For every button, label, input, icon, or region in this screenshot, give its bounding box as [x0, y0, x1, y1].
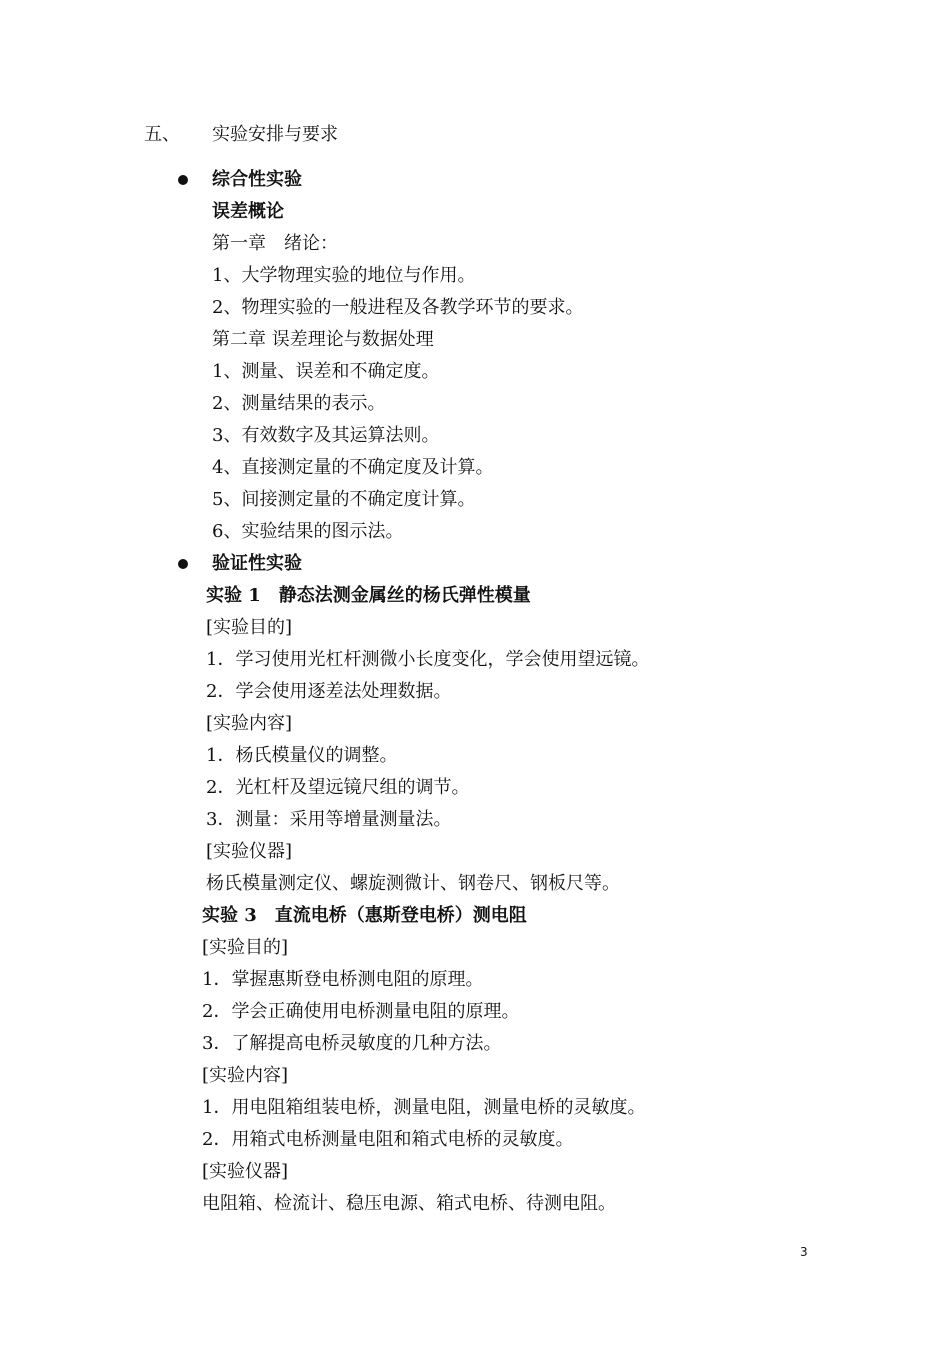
experiment-3-line: 1．掌握惠斯登电桥测电阻的原理。: [202, 969, 484, 990]
chapter-line: 第一章 绪论：: [212, 233, 338, 254]
chapter-item: 6、实验结果的图示法。: [212, 521, 404, 542]
experiment-3-title: 实验 3 直流电桥（惠斯登电桥）测电阻: [202, 905, 527, 926]
experiment-1-line: 1．杨氏模量仪的调整。: [206, 745, 398, 766]
verification-heading: 验证性实验: [212, 553, 302, 574]
experiment-1-title: 实验 1 静态法测金属丝的杨氏弹性模量: [206, 585, 531, 606]
experiment-3-line: 电阻箱、检流计、稳压电源、箱式电桥、待测电阻。: [202, 1193, 616, 1214]
chapter-item: 2、物理实验的一般进程及各教学环节的要求。: [212, 297, 584, 318]
experiment-3-line: 2．学会正确使用电桥测量电阻的原理。: [202, 1001, 520, 1022]
error-theory-subheading: 误差概论: [212, 201, 284, 222]
experiment-1-line: [实验目的]: [206, 617, 293, 638]
chapter-item: 1、大学物理实验的地位与作用。: [212, 265, 476, 286]
chapter-item: 4、直接测定量的不确定度及计算。: [212, 457, 494, 478]
section-number: 五、: [144, 124, 180, 145]
experiment-1-line: [实验内容]: [206, 713, 293, 734]
chapter-item: 3、有效数字及其运算法则。: [212, 425, 440, 446]
comprehensive-heading: 综合性实验: [212, 169, 302, 190]
bullet-icon: [178, 175, 188, 185]
section-title: 实验安排与要求: [212, 124, 338, 145]
experiment-3-line: [实验仪器]: [202, 1161, 289, 1182]
chapter-item: 1、测量、误差和不确定度。: [212, 361, 440, 382]
page-number: 3: [800, 1245, 808, 1259]
experiment-3-line: 2．用箱式电桥测量电阻和箱式电桥的灵敏度。: [202, 1129, 574, 1150]
experiment-1-line: 1．学习使用光杠杆测微小长度变化，学会使用望远镜。: [206, 649, 650, 670]
experiment-3-line: 1．用电阻箱组装电桥，测量电阻，测量电桥的灵敏度。: [202, 1097, 646, 1118]
chapter-item: 5、间接测定量的不确定度计算。: [212, 489, 476, 510]
experiment-1-line: 2．光杠杆及望远镜尺组的调节。: [206, 777, 470, 798]
experiment-3-line: 3．了解提高电桥灵敏度的几种方法。: [202, 1033, 502, 1054]
experiment-1-line: [实验仪器]: [206, 841, 293, 862]
chapter-line: 第二章 误差理论与数据处理: [212, 329, 434, 350]
experiment-1-line: 2．学会使用逐差法处理数据。: [206, 681, 452, 702]
bullet-icon: [178, 559, 188, 569]
chapter-item: 2、测量结果的表示。: [212, 393, 386, 414]
experiment-3-line: [实验目的]: [202, 937, 289, 958]
experiment-1-line: 3．测量：采用等增量测量法。: [206, 809, 452, 830]
experiment-1-line: 杨氏模量测定仪、螺旋测微计、钢卷尺、钢板尺等。: [206, 873, 620, 894]
experiment-3-line: [实验内容]: [202, 1065, 289, 1086]
